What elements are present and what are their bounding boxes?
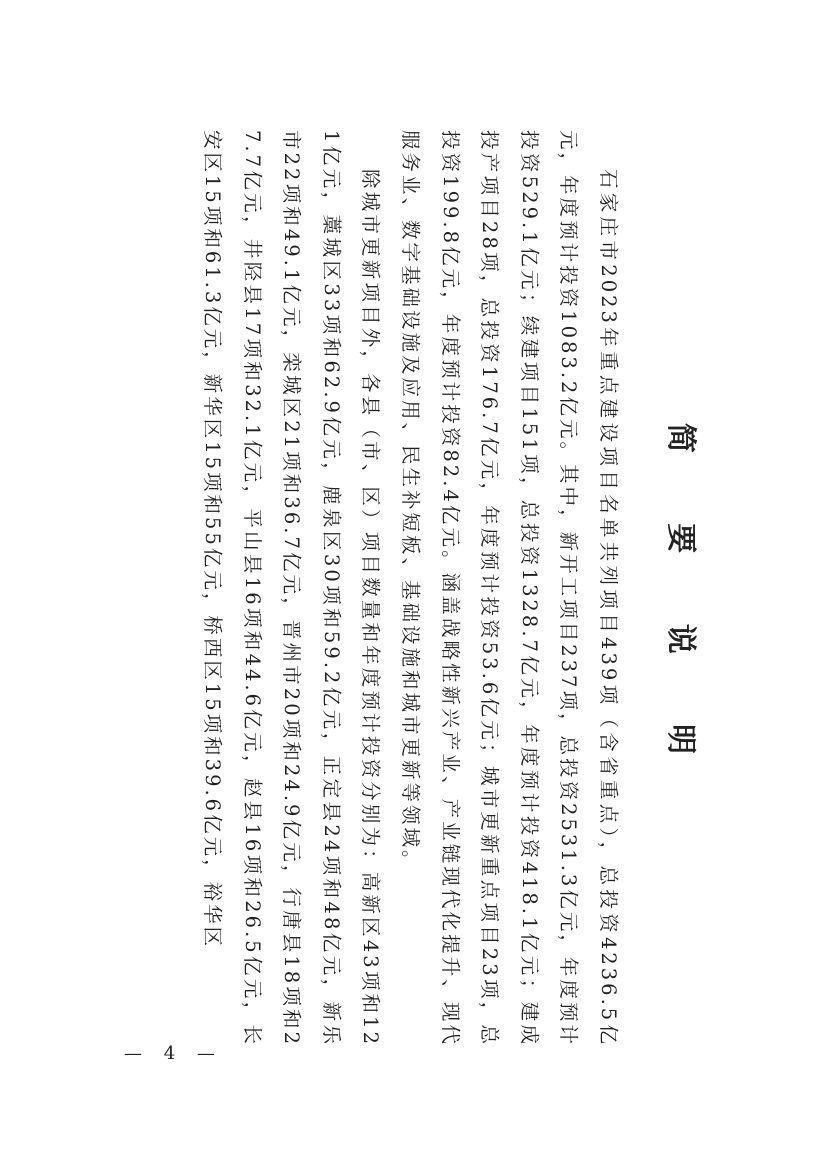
paragraph-summary: 石家庄市2023年重点建设项目名单共列项目439项（含省重点），总投资4236.5亿元，年度预计投资1083.2亿元。其中，新开工项目237项，总投资2531.3亿元，年度预计投资529.1亿元；续建项目151项，总投资1328.7亿元，年度预计投资418.1亿元；建成投产项目28项，总投资176.7亿元，年度预计投资53.6亿元；城市更新重点项目23项，总投资199.8亿元，年度预计投资82.4亿元。涵盖战略性新兴产业、产业链现代化提升、现代服务业、数字基础设施及应用、民生补短板、基础设施和城市更新等领域。 [399,130,620,1047]
document-title: 简 要 说 明 [663,422,698,785]
paragraph-county-breakdown: 除城市更新项目外，各县（市、区）项目数量和年度预计投资分别为：高新区43项和121亿元，藁城区33项和62.9亿元，鹿泉区30项和59.2亿元，正定县24项和48亿元，新乐市22项和49.1亿元，栾城区21项和36.7亿元，晋州市20项和24.9亿元，行唐县18项和27.7亿元，井陉县17项和32.1亿元，平山县16项和44.6亿元，赵县16项和26.5亿元，长安区15项和61.3亿元，新华区15项和55亿元，桥西区15项和39.6亿元，裕华区 [201,130,383,1047]
rotated-page-content [201,130,710,1047]
page-number: — 4 — [124,1043,223,1064]
